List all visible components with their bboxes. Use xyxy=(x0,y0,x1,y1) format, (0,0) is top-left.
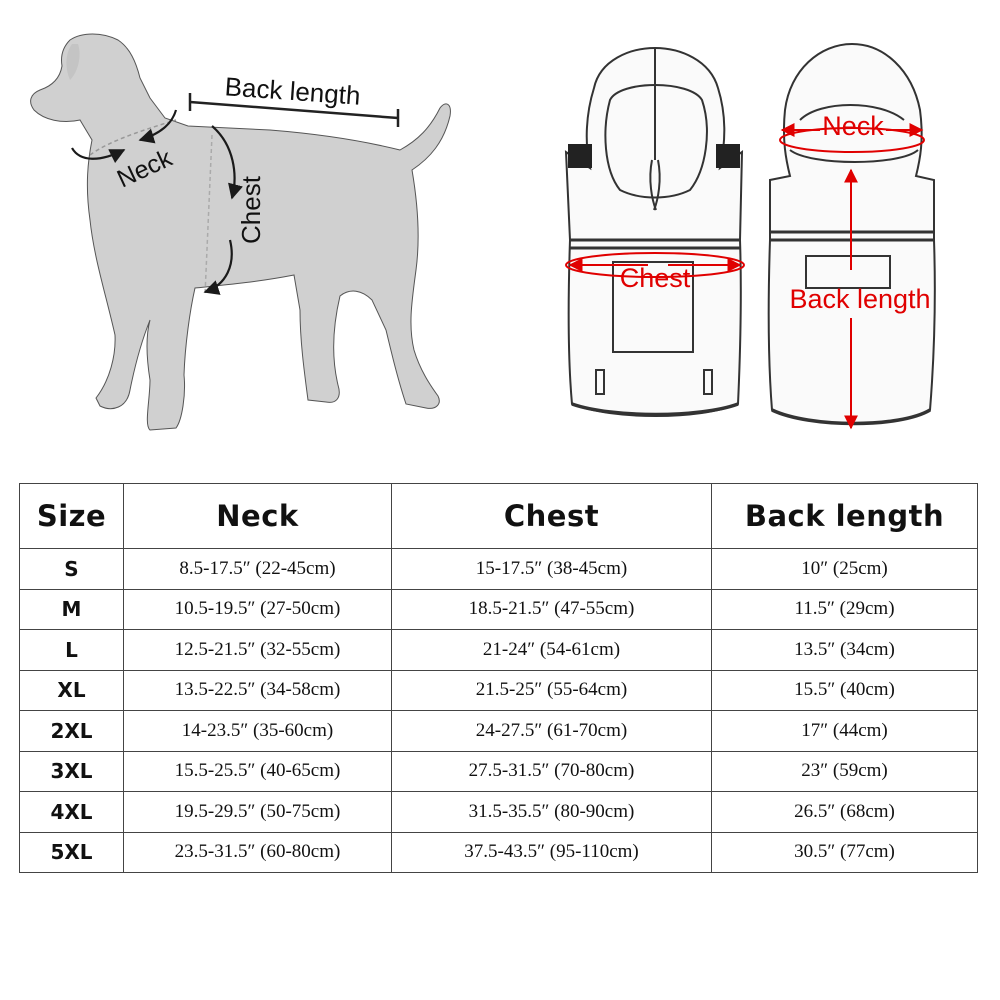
chest-cell: 21-24″ (54-61cm) xyxy=(392,630,712,671)
header-size: Size xyxy=(20,484,124,549)
back-length-cell: 17″ (44cm) xyxy=(712,711,978,752)
neck-cell: 12.5-21.5″ (32-55cm) xyxy=(124,630,392,671)
table-row xyxy=(20,751,978,792)
chest-cell: 27.5-31.5″ (70-80cm) xyxy=(392,751,712,792)
dog-neck-label: Neck xyxy=(112,144,177,194)
neck-cell: 8.5-17.5″ (22-45cm) xyxy=(124,549,392,590)
table-row xyxy=(20,549,978,590)
chest-cell: 21.5-25″ (55-64cm) xyxy=(392,670,712,711)
dog-back-length-label: Back length xyxy=(223,71,362,111)
coat-back-length-label: Back length xyxy=(789,284,931,314)
chest-cell: 24-27.5″ (61-70cm) xyxy=(392,711,712,752)
chest-cell: 15-17.5″ (38-45cm) xyxy=(392,549,712,590)
neck-cell: 23.5-31.5″ (60-80cm) xyxy=(124,832,392,873)
neck-cell: 14-23.5″ (35-60cm) xyxy=(124,711,392,752)
size-cell: L xyxy=(20,630,124,671)
back-length-cell: 13.5″ (34cm) xyxy=(712,630,978,671)
size-cell: 5XL xyxy=(20,832,124,873)
back-length-cell: 15.5″ (40cm) xyxy=(712,670,978,711)
neck-cell: 15.5-25.5″ (40-65cm) xyxy=(124,751,392,792)
chest-cell: 31.5-35.5″ (80-90cm) xyxy=(392,792,712,833)
table-header-row xyxy=(20,484,978,549)
size-cell: 4XL xyxy=(20,792,124,833)
table-row xyxy=(20,670,978,711)
back-length-cell: 11.5″ (29cm) xyxy=(712,589,978,630)
size-cell: M xyxy=(20,589,124,630)
table-row xyxy=(20,792,978,833)
header-chest: Chest xyxy=(392,484,712,549)
coat-chest-label: Chest xyxy=(619,263,691,293)
back-length-cell: 26.5″ (68cm) xyxy=(712,792,978,833)
back-length-cell: 10″ (25cm) xyxy=(712,549,978,590)
neck-cell: 10.5-19.5″ (27-50cm) xyxy=(124,589,392,630)
table-row xyxy=(20,589,978,630)
table-row xyxy=(20,711,978,752)
size-cell: 3XL xyxy=(20,751,124,792)
table-row xyxy=(20,832,978,873)
chest-cell: 18.5-21.5″ (47-55cm) xyxy=(392,589,712,630)
chest-cell: 37.5-43.5″ (95-110cm) xyxy=(392,832,712,873)
size-cell: S xyxy=(20,549,124,590)
dog-chest-label: Chest xyxy=(236,176,266,244)
back-length-cell: 30.5″ (77cm) xyxy=(712,832,978,873)
size-chart-table xyxy=(19,483,978,873)
header-back-length: Back length xyxy=(712,484,978,549)
raincoat-front-view xyxy=(566,48,742,416)
table-row xyxy=(20,630,978,671)
neck-cell: 13.5-22.5″ (34-58cm) xyxy=(124,670,392,711)
size-cell: 2XL xyxy=(20,711,124,752)
size-cell: XL xyxy=(20,670,124,711)
neck-cell: 19.5-29.5″ (50-75cm) xyxy=(124,792,392,833)
measurement-illustrations xyxy=(0,0,1000,470)
coat-neck-label: Neck xyxy=(822,111,884,141)
back-length-cell: 23″ (59cm) xyxy=(712,751,978,792)
header-neck: Neck xyxy=(124,484,392,549)
